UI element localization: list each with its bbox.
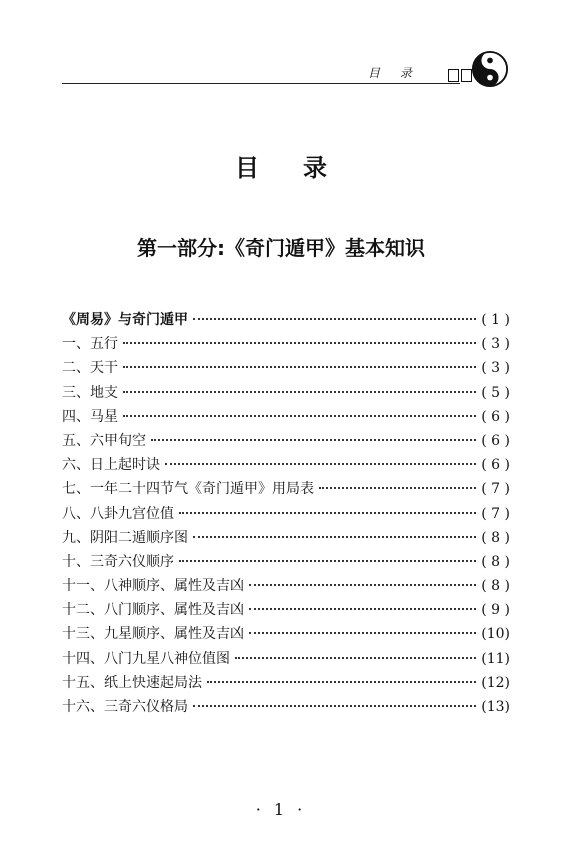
toc-leader-dots <box>151 439 476 441</box>
toc-leader-dots <box>123 366 476 368</box>
toc-entry[interactable] <box>62 406 510 430</box>
toc-entry[interactable] <box>62 623 510 647</box>
toc-entry[interactable] <box>62 527 510 551</box>
part-title: 第一部分:《奇门遁甲》基本知识 <box>137 236 425 260</box>
toc-leader-dots <box>179 512 476 514</box>
toc-entry-page: ( 1 ) <box>481 312 510 328</box>
toc-entry-label: 六、日上起时诀 <box>62 457 160 474</box>
page-number: · 1 · <box>255 800 307 819</box>
toc-leader-dots <box>319 487 476 489</box>
toc-leader-dots <box>193 536 476 538</box>
toc-entry-page: ( 3 ) <box>481 336 510 353</box>
toc-entry[interactable] <box>62 551 510 575</box>
toc-leader-dots <box>165 463 476 465</box>
toc-entry-page: ( 6 ) <box>481 457 510 474</box>
toc-entry-page: ( 8 ) <box>481 553 510 570</box>
toc-entry-label: 《周易》与奇门遁甲 <box>62 312 188 328</box>
toc-entry-label: 一、五行 <box>62 336 118 353</box>
toc-entry[interactable] <box>62 454 510 478</box>
toc-entry-page: ( 6 ) <box>481 408 510 425</box>
toc-leader-dots <box>193 318 476 320</box>
toc-entry-page: (10) <box>481 626 510 643</box>
toc-entry-label: 十三、九星顺序、属性及吉凶 <box>62 626 244 643</box>
toc-entry-label: 四、马星 <box>62 408 118 425</box>
header-rule <box>62 83 460 84</box>
toc-entry[interactable] <box>62 478 510 502</box>
table-of-contents <box>62 309 510 720</box>
toc-entry[interactable] <box>62 672 510 696</box>
toc-entry-label: 十二、八门顺序、属性及吉凶 <box>62 602 244 619</box>
toc-entry-page: (12) <box>481 674 510 691</box>
toc-leader-dots <box>207 681 476 683</box>
toc-entry[interactable] <box>62 696 510 720</box>
toc-entry-label: 五、六甲旬空 <box>62 432 146 449</box>
toc-entry[interactable] <box>62 357 510 381</box>
toc-entry-label: 三、地支 <box>62 384 118 401</box>
toc-entry-page: ( 9 ) <box>481 602 510 619</box>
toc-entry[interactable] <box>62 575 510 599</box>
toc-leader-dots <box>249 584 476 586</box>
toc-entry[interactable] <box>62 333 510 357</box>
toc-leader-dots <box>235 657 476 659</box>
toc-entry-page: (11) <box>481 650 510 667</box>
toc-leader-dots <box>249 632 476 634</box>
toc-entry[interactable] <box>62 309 510 333</box>
toc-entry-label: 八、八卦九宫位值 <box>62 505 174 522</box>
yin-yang-icon <box>471 50 509 88</box>
toc-entry-page: ( 6 ) <box>481 432 510 449</box>
toc-entry-page: ( 8 ) <box>481 578 510 595</box>
toc-entry-label: 十一、八神顺序、属性及吉凶 <box>62 578 244 595</box>
toc-leader-dots <box>123 342 476 344</box>
toc-entry[interactable] <box>62 648 510 672</box>
toc-entry[interactable] <box>62 503 510 527</box>
page-title: 目录 <box>235 154 371 182</box>
toc-entry[interactable] <box>62 599 510 623</box>
header-box-icon <box>448 69 459 82</box>
toc-entry-page: ( 3 ) <box>481 360 510 377</box>
toc-leader-dots <box>179 560 476 562</box>
toc-entry-label: 十五、纸上快速起局法 <box>62 674 202 691</box>
toc-entry-page: (13) <box>481 699 510 715</box>
toc-entry-label: 七、一年二十四节气《奇门遁甲》用局表 <box>62 481 314 498</box>
toc-entry-label: 二、天干 <box>62 360 118 377</box>
toc-entry-page: ( 5 ) <box>481 384 510 401</box>
toc-leader-dots <box>193 705 476 707</box>
toc-entry-page: ( 8 ) <box>481 529 510 546</box>
toc-entry-page: ( 7 ) <box>481 481 510 498</box>
toc-entry[interactable] <box>62 430 510 454</box>
toc-entry-label: 九、阴阳二遁顺序图 <box>62 529 188 546</box>
toc-leader-dots <box>123 391 476 393</box>
toc-leader-dots <box>249 608 476 610</box>
toc-entry-label: 十、三奇六仪顺序 <box>62 553 174 570</box>
toc-entry-page: ( 7 ) <box>481 505 510 522</box>
header-title: 目 录 <box>368 66 420 80</box>
toc-entry-label: 十四、八门九星八神位值图 <box>62 650 230 667</box>
toc-entry-label: 十六、三奇六仪格局 <box>62 699 188 715</box>
toc-entry[interactable] <box>62 382 510 406</box>
toc-leader-dots <box>123 415 476 417</box>
